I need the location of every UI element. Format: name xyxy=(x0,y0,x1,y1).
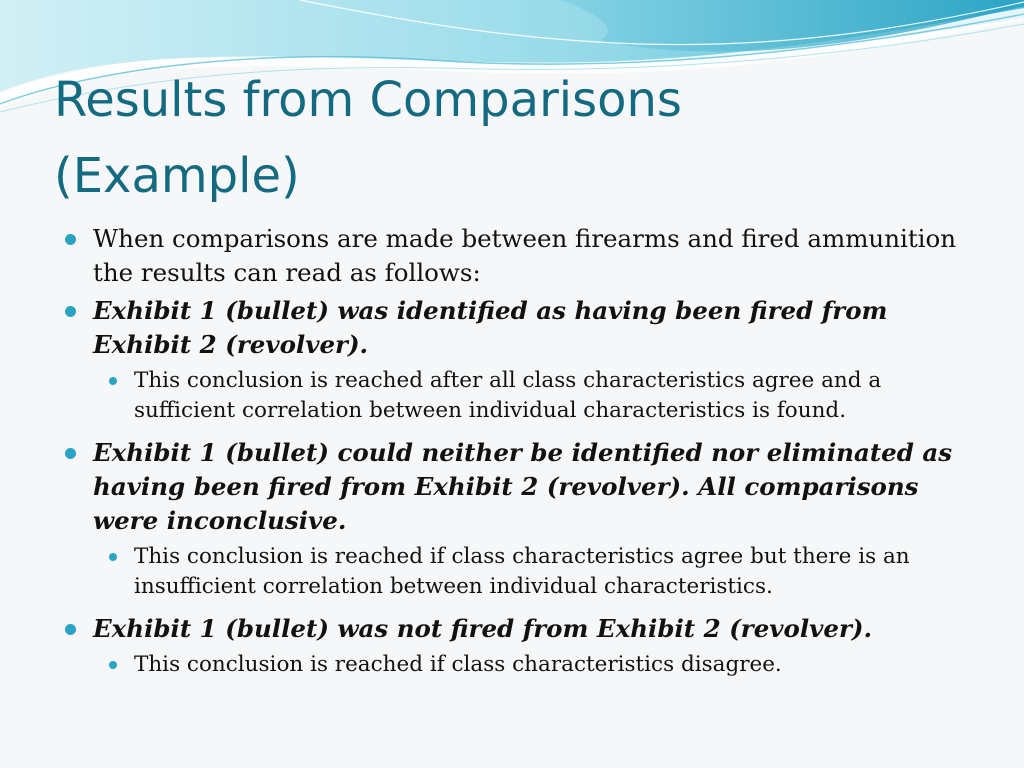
sub-bullet-not-fired xyxy=(0,650,1024,680)
bullet-dot-icon xyxy=(65,234,76,245)
sub-bullet-identified xyxy=(0,366,1024,426)
slide-title xyxy=(54,62,954,214)
bullet-list xyxy=(0,222,1024,690)
bullet-item-not-fired xyxy=(0,612,1024,646)
bullet-text: Exhibit 1 (bullet) was not fired from Exhibit 2 (revolver). xyxy=(93,614,873,643)
bullet-text: When comparisons are made between firearms and fired ammunition the results can read as follows: xyxy=(93,224,957,287)
bullet-dot-icon xyxy=(65,448,76,459)
sub-bullet-text: This conclusion is reached if class characteristics agree but there is an insufficient correlation between individual characteristics. xyxy=(134,544,910,599)
sub-bullet-text: This conclusion is reached if class characteristics disagree. xyxy=(134,652,782,677)
bullet-dot-icon xyxy=(65,624,76,635)
sub-bullet-dot-icon xyxy=(109,661,117,669)
bullet-dot-icon xyxy=(65,306,76,317)
bullet-item-inconclusive xyxy=(0,436,1024,538)
sub-bullet-text: This conclusion is reached after all class characteristics agree and a sufficient correlation between individual characteristics is found. xyxy=(134,368,882,423)
sub-bullet-dot-icon xyxy=(109,377,117,385)
sub-bullet-dot-icon xyxy=(109,553,117,561)
title-line-1: Results from Comparisons xyxy=(54,72,682,128)
bullet-item-intro xyxy=(0,222,1024,290)
bullet-item-identified xyxy=(0,294,1024,362)
title-line-2: (Example) xyxy=(54,148,300,204)
bullet-text: Exhibit 1 (bullet) could neither be identified nor eliminated as having been fired from Exhibit 2 (revolver). All comparisons were inconclusive. xyxy=(93,438,953,535)
sub-bullet-inconclusive xyxy=(0,542,1024,602)
bullet-text: Exhibit 1 (bullet) was identified as having been fired from Exhibit 2 (revolver). xyxy=(93,296,888,359)
